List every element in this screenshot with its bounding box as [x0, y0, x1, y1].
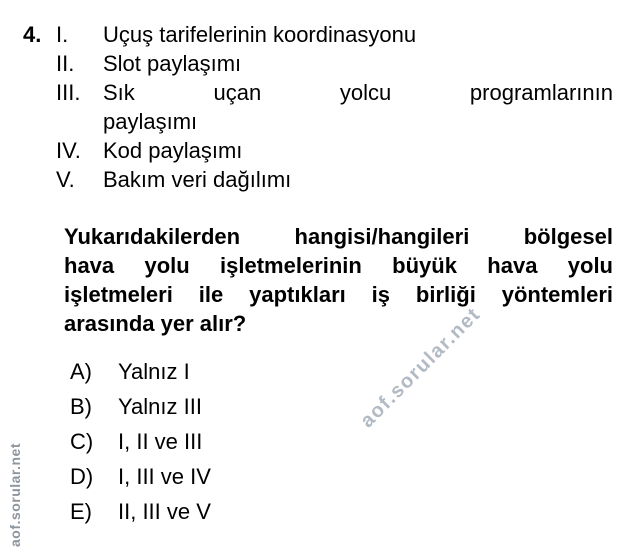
roman-item-line: Uçuş tarifelerinin koordinasyonu — [103, 22, 417, 47]
option-letter: B) — [70, 394, 92, 419]
option-c[interactable] — [70, 427, 570, 462]
question-number: 4. — [23, 22, 42, 47]
option-text: Yalnız III — [118, 394, 202, 419]
roman-item-text — [103, 165, 613, 194]
option-letter: E) — [70, 499, 92, 524]
option-a[interactable] — [70, 357, 570, 392]
roman-numeral: III. — [56, 80, 81, 105]
roman-item-text — [103, 20, 613, 49]
roman-item-line: Slot paylaşımı — [103, 51, 242, 76]
roman-list-item-1 — [56, 20, 613, 49]
roman-item-line: Sık uçan yolcu programlarının — [103, 80, 613, 105]
option-text: Yalnız I — [118, 359, 190, 384]
roman-item-line: paylaşımı — [103, 109, 198, 134]
question-stem-line: Yukarıdakilerden hangisi/hangileri bölgesel — [64, 224, 613, 249]
question-stem-line: işletmeleri ile yaptıkları iş birliği yöntemleri — [64, 282, 613, 307]
roman-numeral: II. — [56, 51, 75, 76]
roman-list — [56, 20, 613, 194]
roman-item-text — [103, 49, 613, 78]
option-text: II, III ve V — [118, 499, 211, 524]
option-b[interactable] — [70, 392, 570, 427]
roman-item-line: Kod paylaşımı — [103, 138, 243, 163]
roman-numeral: I. — [56, 22, 69, 47]
option-e[interactable] — [70, 497, 570, 532]
question-stem-line: arasında yer alır? — [64, 311, 247, 336]
option-letter: D) — [70, 464, 94, 489]
option-letter: A) — [70, 359, 92, 384]
roman-item-text — [103, 136, 613, 165]
watermark-diagonal: aof.sorular.net — [356, 303, 486, 433]
roman-list-item-5 — [56, 165, 613, 194]
watermark-left: aof.sorular.net — [7, 443, 23, 547]
option-letter: C) — [70, 429, 94, 454]
options-list — [70, 357, 570, 532]
roman-list-item-2 — [56, 49, 613, 78]
question-stem — [64, 222, 613, 338]
roman-numeral: IV. — [56, 138, 81, 163]
roman-list-item-4 — [56, 136, 613, 165]
roman-item-text — [103, 78, 613, 136]
roman-numeral: V. — [56, 167, 75, 192]
question-stem-line: hava yolu işletmelerinin büyük hava yolu — [64, 253, 613, 278]
option-text: I, III ve IV — [118, 464, 211, 489]
roman-list-item-3 — [56, 78, 613, 136]
option-d[interactable] — [70, 462, 570, 497]
option-text: I, II ve III — [118, 429, 203, 454]
roman-item-line: Bakım veri dağılımı — [103, 167, 292, 192]
